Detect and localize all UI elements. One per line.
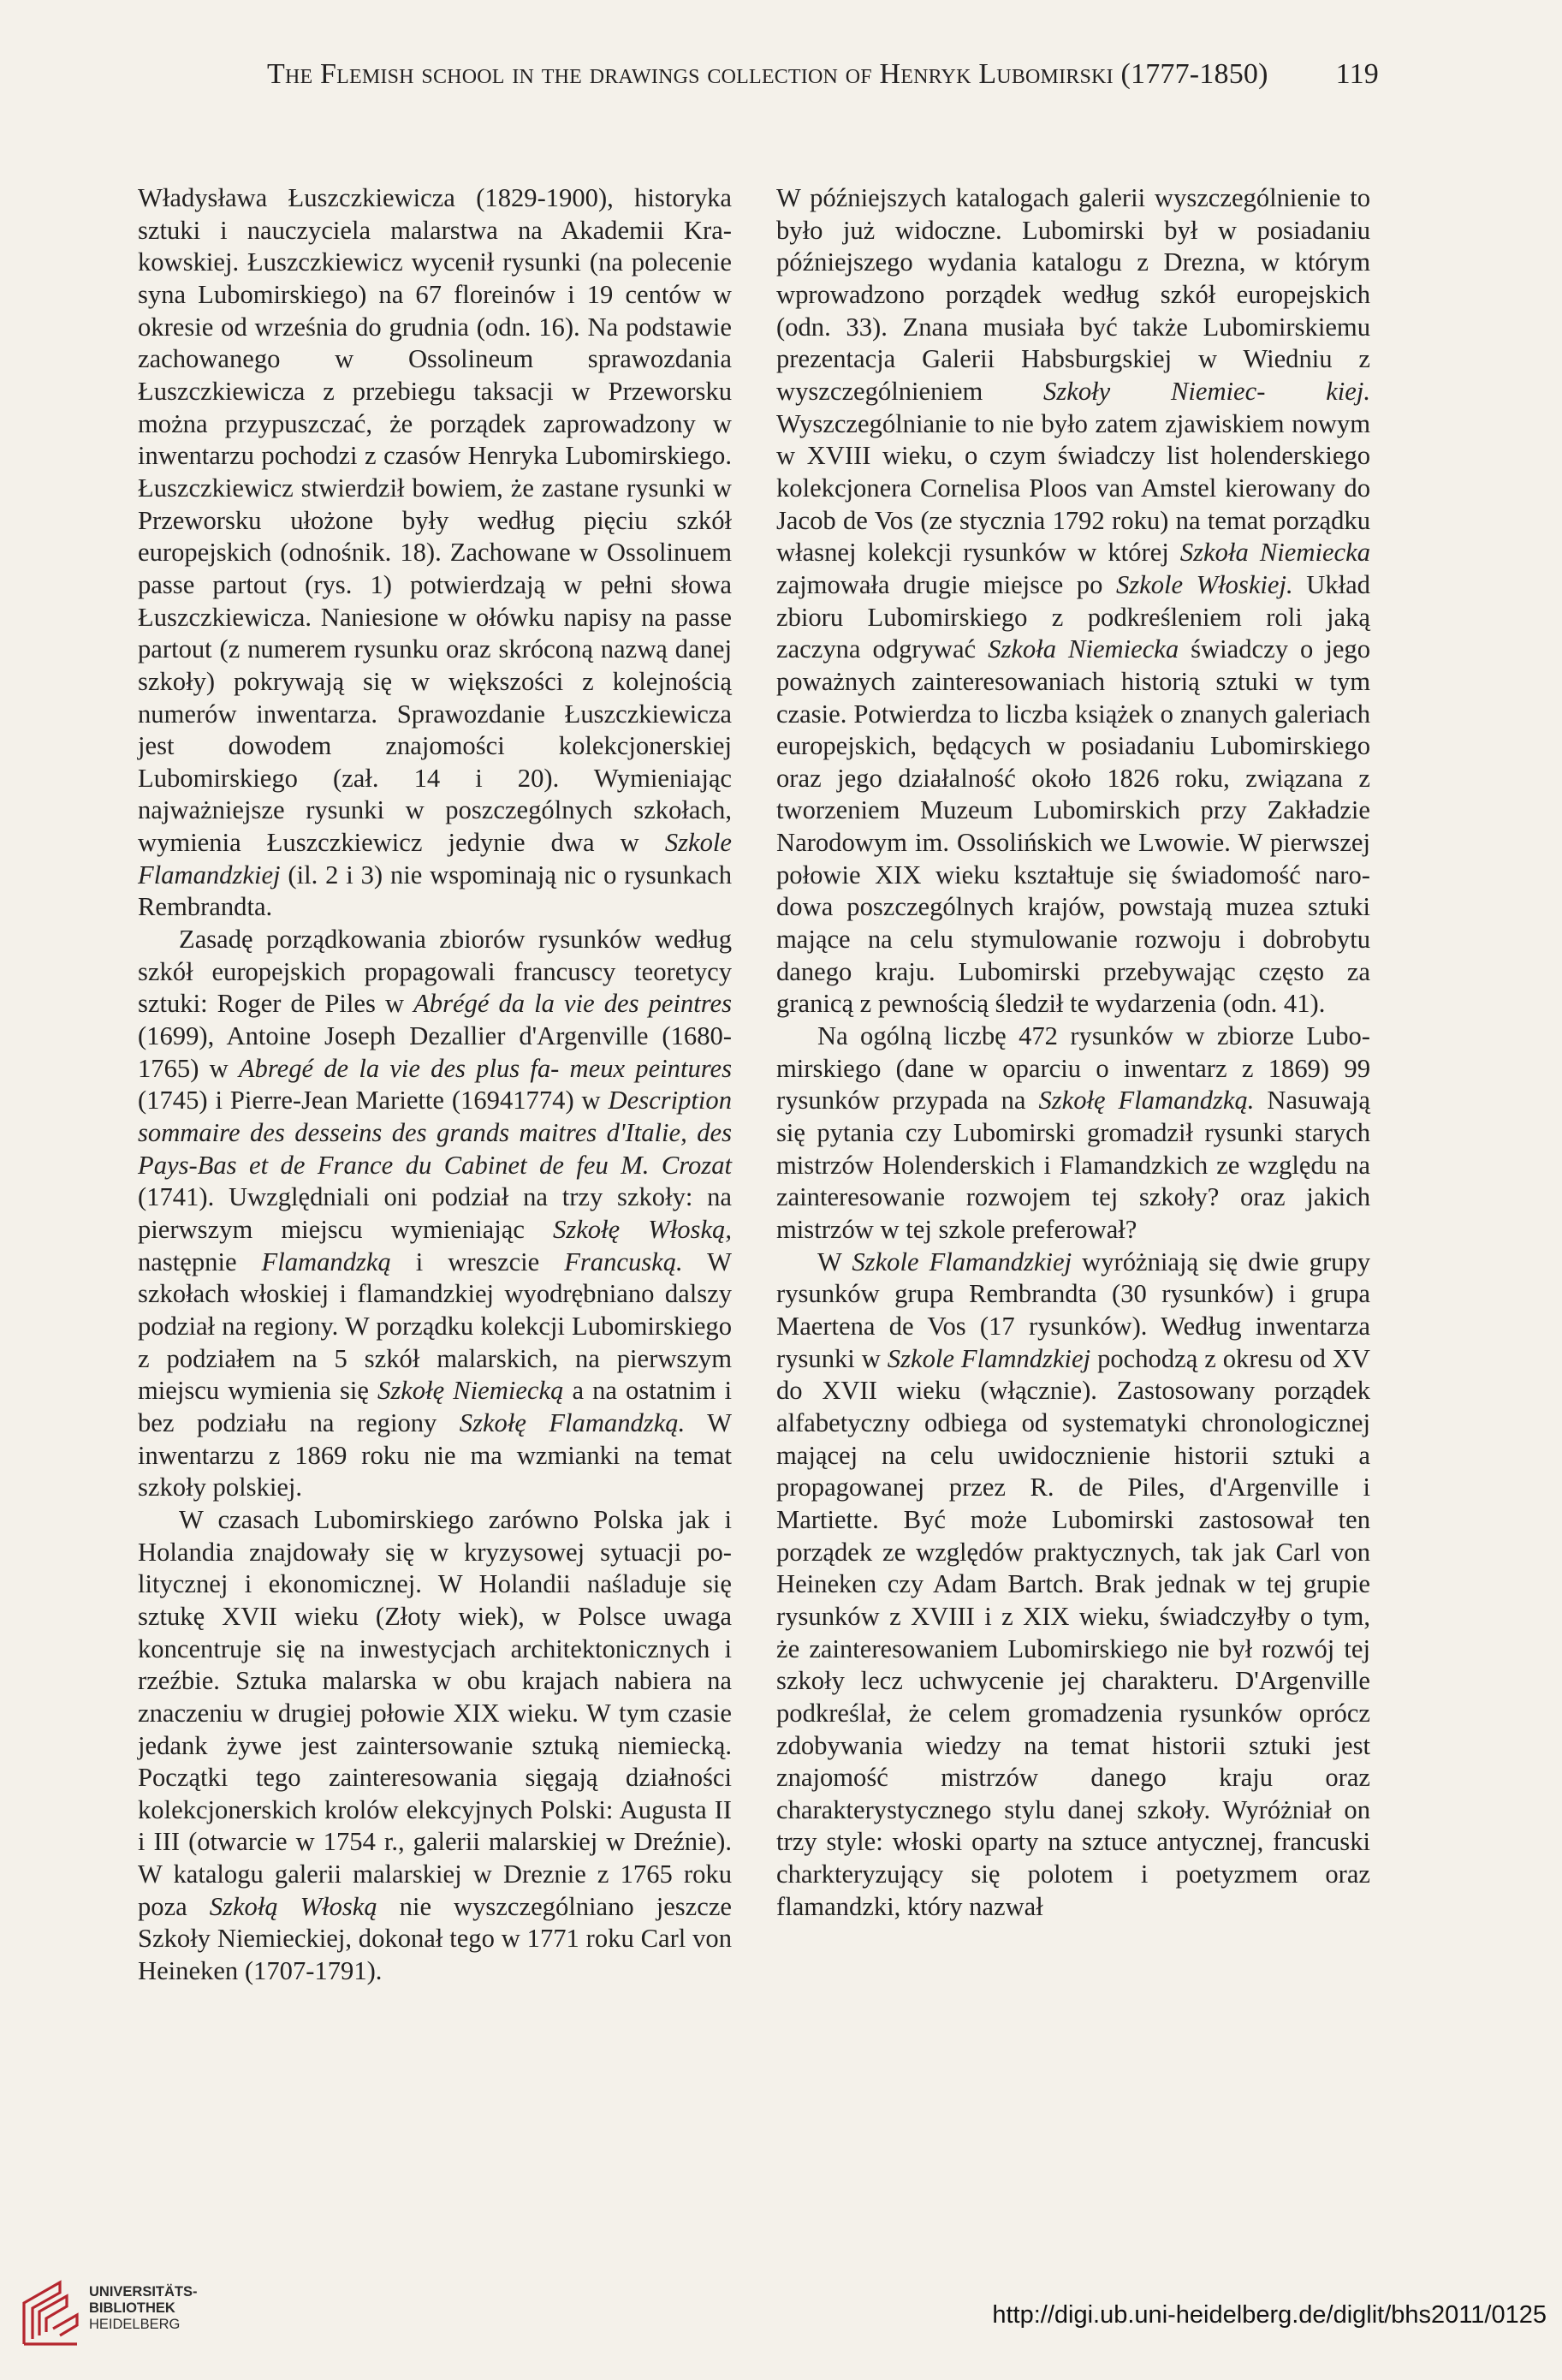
right-column: [776, 182, 1370, 1923]
paragraph: W czasach Lubomirskiego zarówno Polska jak i Holandia znajdowały się w kryzysowej sytuacji politycznej i ekonomicznej. W Holandii naśladuje się sztukę XVII wieku (Złoty wiek), w Polsce uwaga koncentruje się na inwestycjach architektonicznych i rzeźbie. Sztuka malarska w obu krajach nabiera na znaczeniu w drugiej połowie XIX wieku. W tym czasie jedank żywe jest zaintersowanie sztuką niemiecką. Początki tego zainteresowania sięgają działności kolekcjonerskich krolów elekcyjnych Polski: Augusta II i III (otwarcie w 1754 r., galerii malarskiej w Dreźnie). W katalogu galerii malarskiej w Dreznie z 1765 roku poza Szkołą Włoską nie wyszczególniano jeszcze Szkoły Niemieckiej, dokonał tego w 1771 roku Carl von Heineken (1707-1791).: [138, 1504, 732, 1986]
running-title: The Flemish school in the drawings collection of Henryk Lubomirski (1777-1850): [267, 58, 1268, 90]
source-url-link[interactable]: http://digi.ub.uni-heidelberg.de/diglit/bhs2011/0125: [992, 2301, 1547, 2329]
paragraph: Zasadę porządkowania zbiorów rysunków według szkół europejskich propagowali francuscy teoretycy sztuki: Roger de Piles w Abrégé da la vie des peintres (1699), Antoine Joseph Dezallier d'Argenville (1680-1765) w Abregé de la vie des plus fa- meux peintures (1745) i Pierre-Jean Mariette (16941774) w Description sommaire des desseins des grands maitres d'Italie, des Pays-Bas et de France du Cabinet de feu M. Crozat (1741). Uwzględniali oni podział na trzy szkoły: na pierwszym miejscu wymieniając Szkołę Włoską, następnie Flamandzką i wreszcie Francuską. W szkołach włoskiej i flamandzkiej wyodrębniano dalszy podział na regiony. W porządku kolekcji Lubomirskiego z podziałem na 5 szkół malarskich, na pierwszym miejscu wymienia się Szkołę Niemiecką a na ostatnim i bez podziału na regiony Szkołę Flamandzką. W inwentarzu z 1869 roku nie ma wzmianki na temat szkoły polskiej.: [138, 925, 733, 1502]
page-number: 119: [1335, 58, 1379, 90]
library-name-line: BIBLIOTHEK: [89, 2300, 175, 2316]
library-name-line: HEIDELBERG: [89, 2317, 181, 2332]
library-name-line: UNIVERSITÄTS-: [89, 2284, 198, 2300]
library-logo-icon: [15, 2279, 87, 2351]
library-name: [89, 2284, 198, 2333]
left-column: [138, 182, 732, 1988]
paragraph: Władysława Łuszczkiewicza (1829-1900), historyka sztuki i nauczyciela malarstwa na Akademii Krakowskiej. Łuszczkiewicz wycenił rysunki (na polecenie syna Lubomirskiego) na 67 floreinów i 19 centów w okresie od września do grudnia (odn. 16). Na podstawie zachowanego w Ossolineum sprawozdania Łuszczkiewicza z przebiegu taksacji w Przeworsku można przypuszczać, że porządek zaprowadzony w inwentarzu pochodzi z czasów Henryka Lubomirskiego. Łuszczkiewicz stwierdził bowiem, że zastane rysunki w Przeworsku ułożone były według pięciu szkół europejskich (odnośnik. 18). Zachowane w Ossolinuem passe partout (rys. 1) potwierdzają w pełni słowa Łuszczkiewicza. Naniesione w ołówku napisy na passe partout (z numerem rysunku oraz skróconą nazwą danej szkoły) pokrywają się w większości z kolejnością numerów inwentarza. Sprawozdanie Łuszczkiewicza jest dowodem znajomości kolekcjonerskiej Lubomirskiego (zał. 14 i 20). Wymieniając najważniejsze rysunki w poszczególnych szkołach, wymienia Łuszczkiewicz jedynie dwa w Szkole Flamandzkiej (il. 2 i 3) nie wspominają nic o rysunkach Rembrandta.: [138, 183, 732, 922]
footer: [0, 2258, 1562, 2380]
paragraph: Na ogólną liczbę 472 rysunków w zbiorze Lubomirskiego (dane w oparciu o inwentarz z 1869) 99 rysunków przypada na Szkołę Flamandzką. Nasuwają się pytania czy Lubomirski gromadził rysunki starych mistrzów Holenderskich i Flamandzkich ze względu na zainteresowanie rozwojem tej szkoły? oraz jakich mistrzów w tej szkole preferował?: [776, 1021, 1370, 1244]
paragraph: W późniejszych katalogach galerii wyszczególnienie to było już widoczne. Lubomirski był w posiadaniu późniejszego wydania katalogu z Drezna, w którym wprowadzono porządek według szkół europejskich (odn. 33). Znana musiała być także Lubomirskiemu prezentacja Galerii Habsburgskiej w Wiedniu z wyszczególnieniem Szkoły Niemiec- kiej. Wyszczególnianie to nie było zatem zjawiskiem nowym w XVIII wieku, o czym świadczy list holenderskiego kolekcjonera Cornelisa Ploos van Amstel kierowany do Jacob de Vos (ze stycznia 1792 roku) na temat porządku własnej kolekcji rysunków w której Szkoła Niemiecka zajmowała drugie miejsce po Szkole Włoskiej. Układ zbioru Lubomirskiego z podkreśleniem roli jaką zaczyna odgrywać Szkoła Niemiecka świadczy o jego poważnych zainteresowaniach historią sztuki w tym czasie. Potwierdza to liczba książek o znanych galeriach europejskich, będących w posiadaniu Lubomirskiego oraz jego działalność około 1826 roku, związana z tworzeniem Muzeum Lubomirskich przy Zakładzie Narodowym im. Ossolińskich we Lwowie. W pierwszej połowie XIX wieku kształtuje się świadomość narodowa poszczególnych krajów, powstają muzea sztuki mające na celu stymulowanie rozwoju i dobrobytu danego kraju. Lubomirski przebywając często za granicą z pewnością śledził te wydarzenia (odn. 41).: [776, 183, 1371, 1019]
paragraph: W Szkole Flamandzkiej wyróżniają się dwie grupy rysunków grupa Rembrandta (30 rysunków) i grupa Maertena de Vos (17 rysunków). Według inwentarza rysunki w Szkole Flamndzkiej pochodzą z okresu od XV do XVII wieku (włącznie). Zastosowany porządek alfabetyczny odbiega od systematyki chronologicznej mającej na celu uwidocznienie historii sztuki a propagowanej przez R. de Piles, d'Argenville i Martiette. Być może Lubomirski zastosował ten porządek ze względów praktycznych, tak jak Carl von Heineken czy Adam Bartch. Brak jednak w tej grupie rysunków z XVIII i z XIX wieku, świadczyłby o tym, że zainteresowaniem Lubomirskiego nie był rozwój tej szkoły lecz uchwycenie jej charakteru. D'Argenville podkreślał, że celem gromadzenia rysunków oprócz zdobywania wiedzy na temat historii sztuki jest znajomość mistrzów danego kraju oraz charakterystycznego stylu danej szkoły. Wyróżniał on trzy style: włoski oparty na sztuce antycznej, francuski charkteryzujący się polotem i poetyzmem oraz flamandzki, który nazwał: [776, 1247, 1370, 1921]
